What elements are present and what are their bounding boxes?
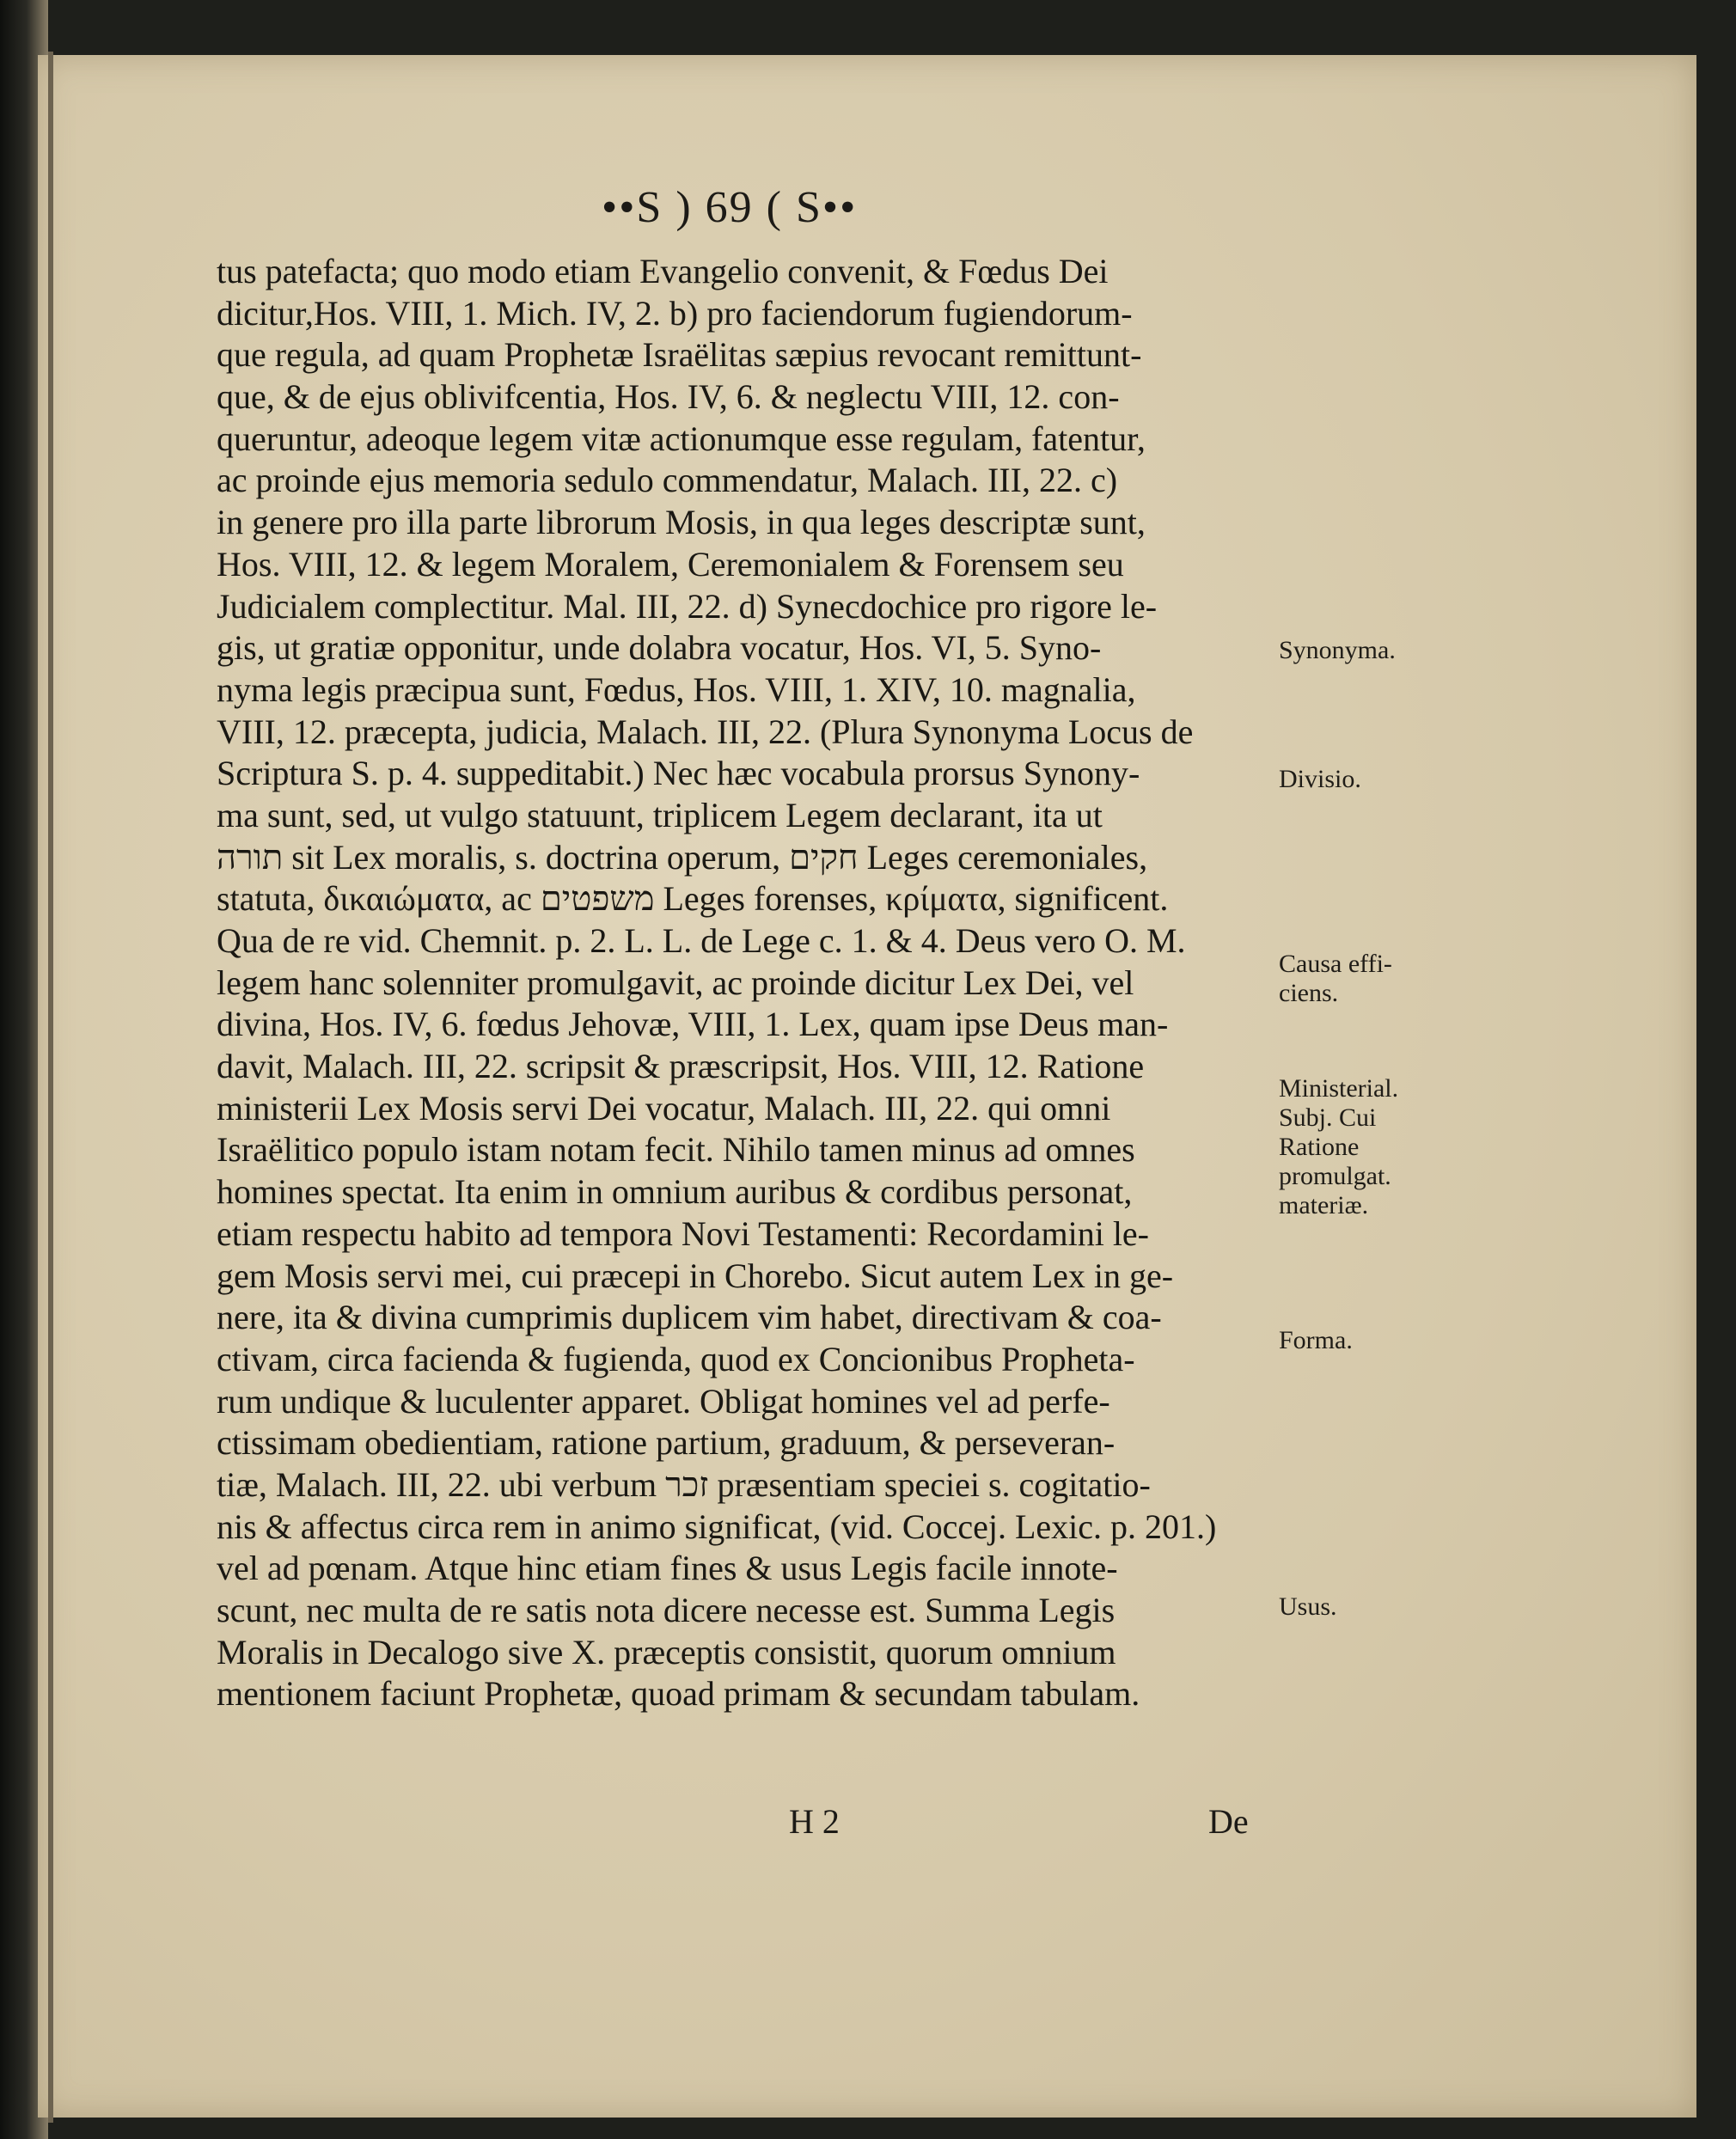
text-line: homines spectat. Ita enim in omnium auribus & cordibus personat, [217,1172,1133,1212]
text-line: ctissimam obedientiam, ratione partium, graduum, & perseveran- [217,1423,1116,1463]
text-line: ac proinde ejus memoria sedulo commendatur, Malach. III, 22. c) [217,461,1118,500]
text-line: nere, ita & divina cumprimis duplicem vim habet, directivam & coa- [217,1298,1162,1337]
text-line: legem hanc solenniter promulgavit, ac proinde dicitur Lex Dei, vel [217,963,1134,1002]
text-line: nis & affectus circa rem in animo significat, (vid. Coccej. Lexic. p. 201.) [217,1506,1217,1546]
text-line: scunt, nec multa de re satis nota dicere necesse est. Summa Legis [217,1591,1116,1629]
text-line: que, & de ejus oblivifcentia, Hos. IV, 6. & neglectu VIII, 12. con- [217,377,1120,417]
margin-note-ministerial: Ministerial. Subj. Cui Ratione promulgat. materiæ. [1279,1074,1399,1219]
page-number-header: ••S ) 69 ( S•• [602,183,858,232]
body-text [217,251,1265,1715]
text-line: Judicialem complectitur. Mal. III, 22. d) Synecdochice pro rigore le- [217,586,1158,626]
text-line: divina, Hos. IV, 6. fœdus Jehovæ, VIII, 1. Lex, quam ipse Deus man- [217,1005,1169,1044]
text-line: queruntur, adeoque legem vitæ actionumque esse regulam, fatentur, [217,419,1146,458]
text-line: que regula, ad quam Prophetæ Israëlitas sæpius revocant remittunt- [217,335,1142,375]
page-edge [48,52,53,2123]
text-line: ctivam, circa facienda & fugienda, quod ex Concionibus Propheta- [217,1339,1135,1378]
text-line: Scriptura S. p. 4. suppeditabit.) Nec hæc vocabula prorsus Synony- [217,754,1140,793]
text-line: rum undique & luculenter apparet. Obligat homines vel ad perfe- [217,1381,1110,1421]
text-line: ministerii Lex Mosis servi Dei vocatur, Malach. III, 22. qui omni [217,1088,1111,1128]
text-line: mentionem faciunt Prophetæ, quoad primam & secundam tabulam. [217,1674,1140,1714]
text-line: vel ad pœnam. Atque hinc etiam fines & usus Legis facile innote- [217,1549,1118,1588]
margin-note-divisio: Divisio. [1279,765,1361,793]
text-line: statuta, δικαιώματα, ac משפטים Leges forenses, κρίματα, significent. [217,879,1169,919]
text-line: davit, Malach. III, 22. scripsit & præscripsit, Hos. VIII, 12. Ratione [217,1047,1145,1086]
text-line: Hos. VIII, 12. & legem Moralem, Ceremonialem & Forensem seu [217,544,1124,584]
catchword: De [1208,1802,1249,1841]
text-line: gis, ut gratiæ opponitur, unde dolabra vocatur, Hos. VI, 5. Syno- [217,628,1102,668]
text-line: in genere pro illa parte librorum Mosis, in qua leges descriptæ sunt, [217,503,1146,542]
text-line: Moralis in Decalogo sive X. præceptis consistit, quorum omnium [217,1632,1116,1671]
text-line: Israëlitico populo istam notam fecit. Nihilo tamen minus ad omnes [217,1130,1135,1170]
text-line: etiam respectu habito ad tempora Novi Testamenti: Recordamini le- [217,1213,1149,1253]
text-line: nyma legis præcipua sunt, Fœdus, Hos. VIII, 1. XIV, 10. magnalia, [217,669,1136,709]
text-line: ma sunt, sed, ut vulgo statuunt, triplicem Legem declarant, ita ut [217,795,1103,834]
text-line: VIII, 12. præcepta, judicia, Malach. III, 22. (Plura Synonyma Locus de [217,712,1194,751]
text-line: tus patefacta; quo modo etiam Evangelio convenit, & Fœdus Dei [217,252,1109,290]
text-line: dicitur,Hos. VIII, 1. Mich. IV, 2. b) pro faciendorum fugiendorum- [217,293,1133,333]
signature-mark: H 2 [789,1802,840,1841]
margin-note-synonyma: Synonyma. [1279,636,1396,664]
margin-note-usus: Usus. [1279,1592,1337,1621]
text-line: tiæ, Malach. III, 22. ubi verbum זכר præsentiam speciei s. cogitatio- [217,1464,1151,1504]
text-line: תורה sit Lex moralis, s. doctrina operum, חקים Leges ceremoniales, [217,837,1148,877]
margin-note-causa: Causa effi-ciens. [1279,950,1392,1007]
text-line: Qua de re vid. Chemnit. p. 2. L. L. de Lege c. 1. & 4. Deus vero O. M. [217,921,1186,960]
text-line: gem Mosis servi mei, cui præcepi in Chorebo. Sicut autem Lex in ge- [217,1256,1174,1295]
margin-note-forma: Forma. [1279,1326,1353,1354]
